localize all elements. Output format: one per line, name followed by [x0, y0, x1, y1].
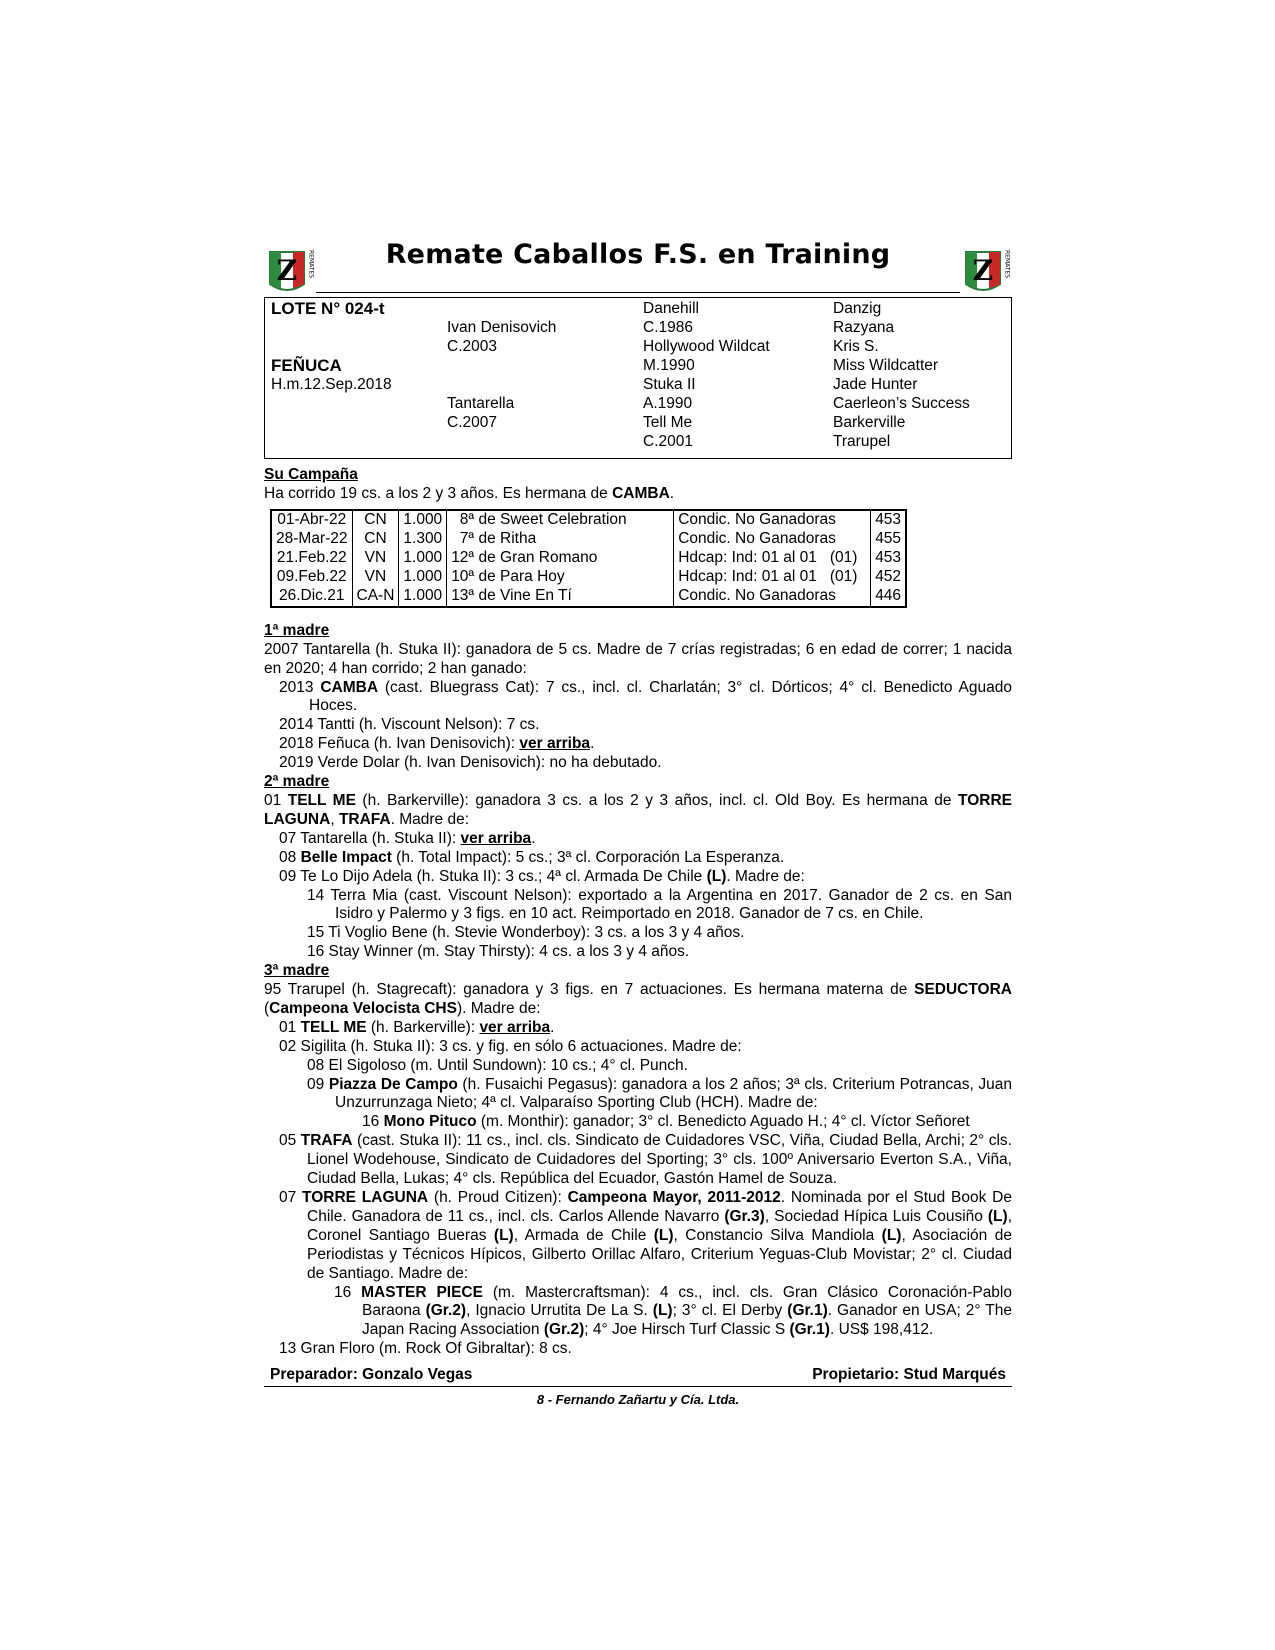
pedigree-cell: Kris S.	[833, 338, 879, 355]
sire-info: C.2003	[447, 338, 497, 355]
pedigree-box	[264, 297, 1012, 459]
madre1-title: 1ª madre	[264, 621, 330, 639]
ver-arriba-link[interactable]: ver arriba	[519, 735, 591, 753]
race-race: Condic. No Ganadoras	[674, 530, 871, 549]
horse-info: H.m.12.Sep.2018	[271, 376, 392, 393]
race-race: Hdcap: Ind: 01 al 01 (01)	[674, 568, 871, 587]
race-race: Condic. No Ganadoras	[674, 587, 871, 607]
madre3-child: 01 TELL ME (h. Barkerville): ver arriba.	[279, 1018, 555, 1036]
race-table	[270, 509, 907, 608]
page-header	[264, 239, 1012, 296]
svg-text:Z: Z	[972, 254, 994, 287]
madre3-grandchild: 08 El Sigoloso (m. Until Sundown): 10 cs.; 4° cl. Punch.	[307, 1056, 688, 1074]
pedigree-cell: Danehill	[643, 300, 700, 317]
lote-number: LOTE N° 024-t	[271, 299, 385, 318]
pedigree-cell: Razyana	[833, 319, 895, 336]
race-date: 21.Feb.22	[276, 549, 347, 567]
pedigree-cell: Barkerville	[833, 414, 906, 431]
race-date: 09.Feb.22	[276, 568, 347, 586]
preparador: Preparador: Gonzalo Vegas	[270, 1366, 473, 1384]
pedigree-cell: Caerleon’s Success	[833, 395, 970, 412]
catalog-page	[264, 239, 1012, 1410]
svg-text:Z: Z	[276, 254, 298, 287]
pedigree-cell: Tell Me	[643, 414, 693, 431]
pedigree-cell: A.1990	[643, 395, 693, 412]
race-place: 13ª de Vine En Tí	[447, 587, 674, 607]
madre1-child: 2019 Verde Dolar (h. Ivan Denisovich): no ha debutado.	[279, 754, 662, 772]
campaign-title: Su Campaña	[264, 466, 358, 483]
race-dist: 1.000	[399, 587, 447, 607]
title-rule	[316, 292, 960, 293]
madre2-intro: 01 TELL ME (h. Barkerville): ganadora 3 cs. a los 2 y 3 años, incl. cl. Old Boy. Es hermana de TORRE LAGUNA, TRAFA. Madre de:	[264, 791, 1012, 828]
madre2-title: 2ª madre	[264, 773, 330, 791]
race-track: VN	[352, 568, 399, 587]
pedigree-col-parents	[447, 300, 556, 433]
race-dist: 1.000	[399, 549, 447, 568]
race-track: CA-N	[352, 587, 399, 607]
madre3-child: 05 TRAFA (cast. Stuka II): 11 cs., incl. cls. Sindicato de Cuidadores VSC, Viña, Ciudad Bella, Archi; 2° cls. Lionel Wodehouse, Sindicato de Cuidadores del Sporting; 3° cls. 100º Aniversario Everton S.A., Viña, Ciudad Bella, Lukas; 4° cls. República del Ecuador, Gastón Hamel de Souza.	[279, 1132, 1012, 1188]
race-race: Hdcap: Ind: 01 al 01 (01)	[674, 549, 871, 568]
madre2-section	[264, 773, 1012, 962]
madre1-child: 2018 Feñuca (h. Ivan Denisovich): ver arriba.	[279, 735, 595, 753]
race-place: 7ª de Ritha	[447, 530, 674, 549]
race-place: 12ª de Gran Romano	[447, 549, 674, 568]
pedigree-col-horse	[271, 300, 392, 395]
madre2-child: 09 Te Lo Dijo Adela (h. Stuka II): 3 cs.; 4ª cl. Armada De Chile (L). Madre de:	[279, 867, 805, 885]
madre2-child: 08 Belle Impact (h. Total Impact): 5 cs.; 3ª cl. Corporación La Esperanza.	[279, 848, 785, 866]
pedigree-cell: M.1990	[643, 357, 695, 374]
race-num: 453	[871, 510, 906, 530]
madre3-title: 3ª madre	[264, 962, 330, 980]
pedigree-col-greatgrandparents	[833, 300, 970, 452]
race-row	[271, 530, 906, 549]
madre3-child: 07 TORRE LAGUNA (h. Proud Citizen): Campeona Mayor, 2011-2012. Nominada por el Stud Book De Chile. Ganadora de 11 cs., incl. cls. Carlos Allende Navarro (Gr.3), Sociedad Hípica Luis Cousiño (L), Coronel Santiago Bueras (L), Armada de Chile (L), Constancio Silva Mandiola (L), Asociación de Periodistas y Técnicos Hípicos, Gilberto Orillac Alfaro, Criterium Yeguas-Club Movistar; 2° cl. Ciudad de Santiago. Madre de:	[279, 1189, 1012, 1282]
madre3-grandchild: 16 MASTER PIECE (m. Mastercraftsman): 4 cs., incl. cls. Gran Clásico Coronación-Pablo Baraona (Gr.2), Ignacio Urrutita De La S. (L); 3° cl. El Derby (Gr.1). Ganador en USA; 2° The Japan Racing Association (Gr.2); 4° Joe Hirsch Turf Classic S (Gr.1). US$ 198,412.	[334, 1283, 1012, 1339]
race-date: 01-Abr-22	[277, 511, 347, 529]
dam-name: Tantarella	[447, 395, 515, 412]
pedigree-cell: Danzig	[833, 300, 882, 317]
svg-text:REMATES: REMATES	[307, 250, 315, 279]
campaign-summary: Ha corrido 19 cs. a los 2 y 3 años. Es hermana de CAMBA.	[264, 484, 675, 502]
race-place: 10ª de Para Hoy	[447, 568, 674, 587]
page-footer: 8 - Fernando Zañartu y Cía. Ltda.	[536, 1392, 740, 1408]
ver-arriba-link[interactable]: ver arriba	[460, 829, 532, 847]
madre3-intro: 95 Trarupel (h. Stagrecaft): ganadora y 3 figs. en 7 actuaciones. Es hermana materna de SEDUCTORA (Campeona Velocista CHS). Madre de:	[264, 981, 1012, 1017]
campaign-section	[264, 466, 1012, 608]
madre2-grandchild: 16 Stay Winner (m. Stay Thirsty): 4 cs. a los 3 y 4 años.	[307, 943, 690, 961]
dam-info: C.2007	[447, 414, 497, 431]
race-row	[271, 510, 906, 530]
race-row	[271, 549, 906, 568]
page-title: Remate Caballos F.S. en Training	[385, 239, 891, 270]
race-date: 28-Mar-22	[276, 530, 348, 548]
madre3-child: 13 Gran Floro (m. Rock Of Gibraltar): 8 cs.	[279, 1340, 572, 1358]
race-row	[271, 568, 906, 587]
lot-footer	[264, 1364, 1012, 1387]
pedigree-col-grandparents	[643, 300, 770, 452]
race-dist: 1.000	[399, 510, 447, 530]
ver-arriba-link[interactable]: ver arriba	[479, 1018, 551, 1036]
race-track: VN	[352, 549, 399, 568]
madre2-child: 07 Tantarella (h. Stuka II): ver arriba.	[279, 829, 536, 847]
race-dist: 1.300	[399, 530, 447, 549]
sire-name: Ivan Denisovich	[447, 319, 557, 336]
pedigree-cell: Miss Wildcatter	[833, 357, 939, 374]
race-track: CN	[352, 530, 399, 549]
madre3-child: 02 Sigilita (h. Stuka II): 3 cs. y fig. en sólo 6 actuaciones. Madre de:	[279, 1037, 742, 1055]
race-date: 26.Dic.21	[279, 587, 345, 605]
pedigree-cell: Jade Hunter	[833, 376, 918, 393]
madre3-grandchild: 09 Piazza De Campo (h. Fusaichi Pegasus): ganadora a los 2 años; 3ª cls. Criterium Potrancas, Juan Unzurrunzaga Nieto; 4ª cl. Valparaíso Sporting Club (HCH). Madre de:	[307, 1075, 1012, 1112]
madre3-section	[264, 962, 1012, 1359]
race-num: 446	[871, 587, 906, 607]
pedigree-cell: C.1986	[643, 319, 693, 336]
pedigree-cell: Stuka II	[643, 376, 696, 393]
race-num: 452	[871, 568, 906, 587]
svg-text:REMATES: REMATES	[1003, 250, 1011, 279]
madre1-child: 2014 Tantti (h. Viscount Nelson): 7 cs.	[279, 716, 540, 734]
remates-logo	[264, 244, 316, 296]
madre2-grandchild: 14 Terra Mia (cast. Viscount Nelson): exportado a la Argentina en 2017. Ganador de 2 cs. en San Isidro y Palermo y 3 figs. en 10 act. Reimportado en 2018. Ganador de 7 cs. en Chile.	[307, 886, 1012, 923]
race-track: CN	[352, 510, 399, 530]
madre3-greatgrandchild: 16 Mono Pituco (m. Monthir): ganador; 3° cl. Benedicto Aguado H.; 4° cl. Víctor Señoret	[362, 1113, 970, 1131]
madre1-intro: 2007 Tantarella (h. Stuka II): ganadora de 5 cs. Madre de 7 crías registradas; 6 en edad de correr; 1 nacida en 2020; 4 han corrido; 2 han ganado:	[264, 640, 1012, 677]
pedigree-cell: Trarupel	[833, 433, 891, 450]
remates-logo-right	[960, 244, 1012, 296]
horse-name: FEÑUCA	[271, 356, 342, 375]
race-race: Condic. No Ganadoras	[674, 510, 871, 530]
race-place: 8ª de Sweet Celebration	[447, 510, 674, 530]
madre1-section	[264, 622, 1012, 773]
pedigree-cell: C.2001	[643, 433, 693, 450]
madre1-child: 2013 CAMBA (cast. Bluegrass Cat): 7 cs., incl. cl. Charlatán; 3° cl. Dórticos; 4° cl. Benedicto Aguado Hoces.	[279, 678, 1012, 715]
madre2-grandchild: 15 Ti Voglio Bene (h. Stevie Wonderboy): 3 cs. a los 3 y 4 años.	[307, 924, 745, 942]
race-row	[271, 587, 906, 607]
race-num: 453	[871, 549, 906, 568]
race-num: 455	[871, 530, 906, 549]
race-dist: 1.000	[399, 568, 447, 587]
propietario: Propietario: Stud Marqués	[812, 1366, 1006, 1384]
pedigree-cell: Hollywood Wildcat	[643, 338, 770, 355]
